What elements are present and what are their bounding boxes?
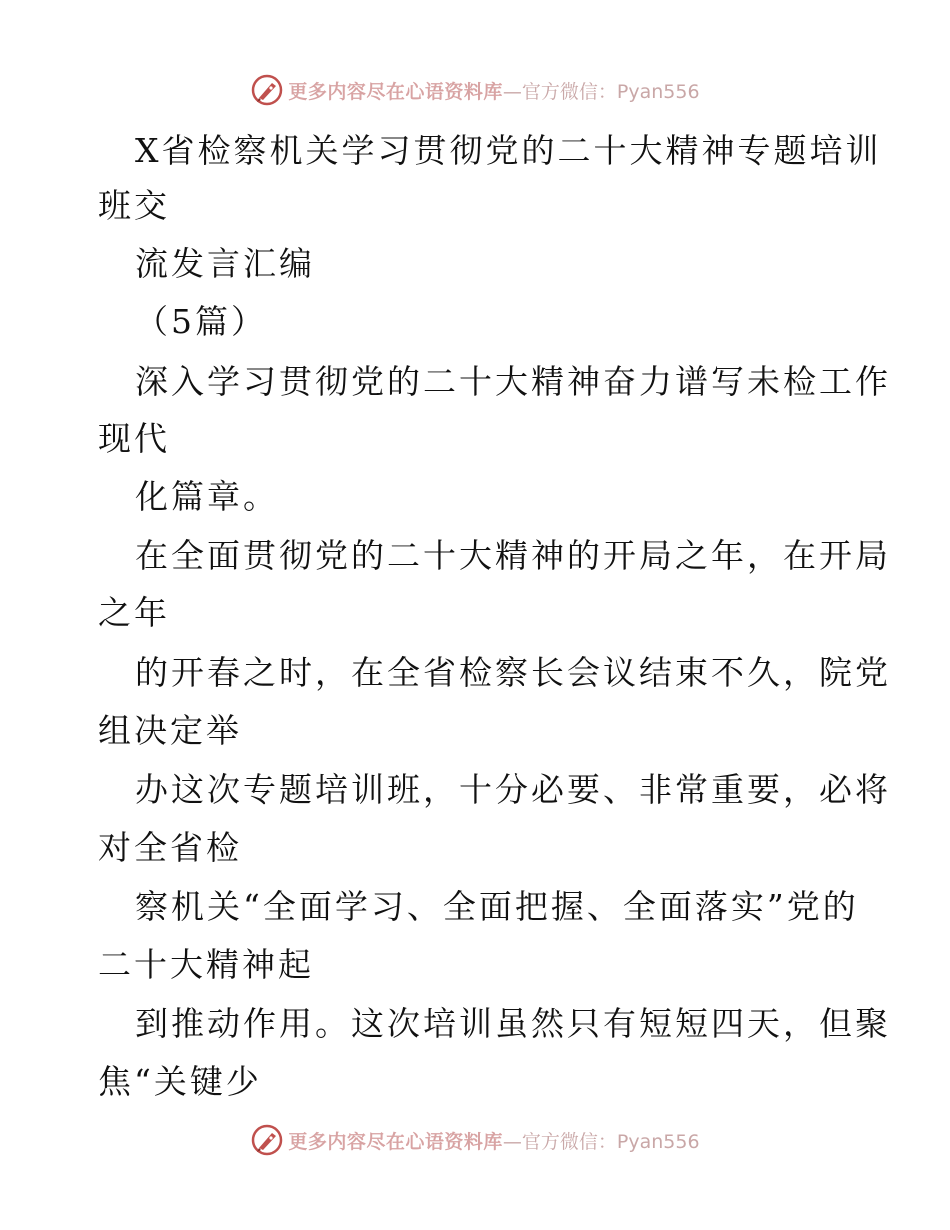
doc-line: 流发言汇编	[135, 244, 315, 283]
doc-line: 的开春之时，在全省检察长会议结束不久，院党	[135, 653, 891, 692]
doc-line: 班交	[98, 186, 170, 225]
doc-line: 办这次专题培训班，十分必要、非常重要，必将	[135, 770, 891, 809]
fountain-pen-logo-icon	[250, 1123, 284, 1157]
doc-line: 现代	[98, 419, 170, 458]
doc-line: 焦“关键少	[98, 1062, 262, 1101]
doc-line: 组决定举	[98, 711, 242, 750]
doc-line: 对全省检	[98, 828, 242, 867]
doc-line: 在全面贯彻党的二十大精神的开局之年，在开局	[135, 536, 891, 575]
header-watermark	[0, 68, 950, 112]
doc-line: 到推动作用。这次培训虽然只有短短四天，但聚	[135, 1004, 891, 1043]
footer-brand-text: 更多内容尽在心语资料库	[288, 1130, 503, 1153]
doc-line: 之年	[98, 593, 170, 632]
fountain-pen-logo-icon	[250, 73, 284, 107]
footer-wechat-text: —官方微信：Pyan556	[502, 1130, 700, 1153]
header-wechat-text: —官方微信：Pyan556	[502, 80, 700, 103]
doc-line: 化篇章。	[135, 477, 279, 516]
header-brand-text: 更多内容尽在心语资料库	[288, 80, 503, 103]
footer-watermark	[0, 1118, 950, 1162]
doc-line: 二十大精神起	[98, 945, 314, 984]
doc-line: 察机关“全面学习、全面把握、全面落实”党的	[135, 887, 859, 926]
doc-line: X省检察机关学习贯彻党的二十大精神专题培训	[135, 131, 882, 170]
doc-line: （5篇）	[135, 302, 267, 341]
doc-line: 深入学习贯彻党的二十大精神奋力谱写未检工作	[135, 362, 891, 401]
